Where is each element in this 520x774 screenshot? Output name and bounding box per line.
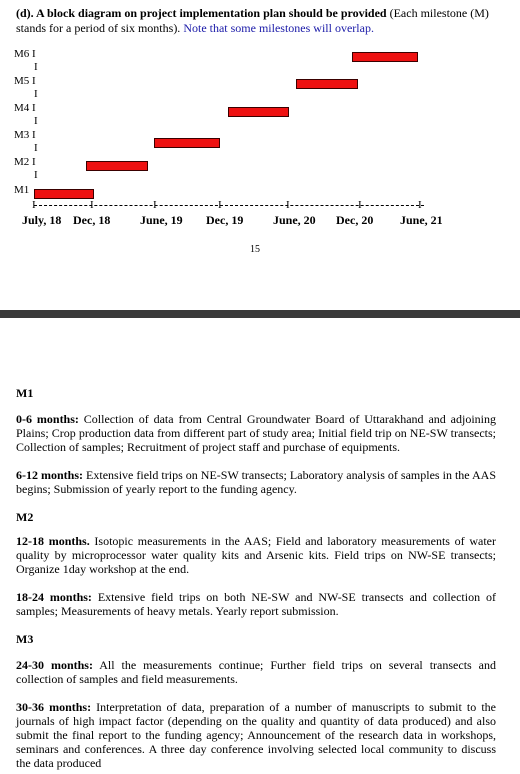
item-label: 6-12 months: xyxy=(16,468,84,482)
gantt-bar-m1 xyxy=(34,189,94,199)
schedule-item xyxy=(16,468,496,496)
intro-text: (Each milestone (M) stands for a period of six months). xyxy=(16,6,489,35)
item-text: Interpretation of data, preparation of a number of manuscripts to submit to the journals of high impact factor (depending on the quality and quantity of data produced) and also submit the final report to the funding agency; Announcement of the research data in workshops, seminars and conferences. A three day conference involving selected local community to discuss the data produced xyxy=(16,700,496,770)
gantt-bar-m6 xyxy=(352,52,418,62)
section-heading-m1: M1 xyxy=(16,386,34,400)
x-axis-tick: I xyxy=(32,199,36,211)
item-text: All the measurements continue; Further field trips on several transects and collection of samples and field measurements. xyxy=(16,658,496,686)
separator-glyph: I xyxy=(34,142,38,154)
x-axis-label: July, 18 xyxy=(22,213,62,227)
milestone-label-m6: M6 I xyxy=(14,48,36,60)
x-axis-label: June, 20 xyxy=(273,213,316,227)
x-axis-tick: I xyxy=(153,199,157,211)
item-label: 0-6 months: xyxy=(16,412,79,426)
gantt-bar-m2 xyxy=(86,161,148,171)
milestone-label-m1: M1 xyxy=(14,184,30,196)
x-axis-tick: I xyxy=(218,199,222,211)
page-top xyxy=(0,0,520,310)
milestone-label-m2: M2 I xyxy=(14,156,36,168)
milestone-label-m5: M5 I xyxy=(14,75,36,87)
schedule-item xyxy=(16,412,496,454)
item-text: Extensive field trips on NE-SW transects; Laboratory analysis of samples in the AAS begins; Submission of yearly report to the funding agency. xyxy=(16,468,496,496)
page-bottom xyxy=(0,318,520,774)
milestone-label-m4: M4 I xyxy=(14,102,36,114)
x-axis-label: Dec, 20 xyxy=(336,213,374,227)
item-label: 30-36 months: xyxy=(16,700,92,714)
schedule-item xyxy=(16,534,496,576)
schedule-item xyxy=(16,658,496,686)
section-heading-m2: M2 xyxy=(16,510,34,524)
schedule-item xyxy=(16,700,496,770)
x-axis-tick: I xyxy=(358,199,362,211)
separator-glyph: I xyxy=(34,61,38,73)
item-label: 18-24 months: xyxy=(16,590,92,604)
separator-glyph: I xyxy=(34,115,38,127)
intro-lead: (d). A block diagram on project implementation plan should be provided xyxy=(16,6,387,20)
item-text: Collection of data from Central Groundwater Board of Uttarakhand and adjoining Plains; Crop production data from different part of study area; Initial field trip on NE-SW transects; Collection of samples; Recruitment of project staff and purchase of equipments. xyxy=(16,412,496,454)
gantt-bar-m5 xyxy=(296,79,358,89)
section-heading-m3: M3 xyxy=(16,632,34,646)
item-text: Isotopic measurements in the AAS; Field and laboratory measurements of water quality by microprocessor water quality kits and Arsenic kits. Field trips on NW-SE transects; Organize 1day workshop at the end. xyxy=(16,534,496,576)
x-axis-tick: I xyxy=(90,199,94,211)
separator-glyph: I xyxy=(34,169,38,181)
page-separator xyxy=(0,310,520,318)
item-label: 24-30 months: xyxy=(16,658,93,672)
milestone-label-m3: M3 I xyxy=(14,129,36,141)
intro-note: Note that some milestones will overlap. xyxy=(180,21,374,35)
x-axis-label: June, 21 xyxy=(400,213,443,227)
gantt-bar-m4 xyxy=(228,107,289,117)
separator-glyph: I xyxy=(34,88,38,100)
item-text: Extensive field trips on both NE-SW and NW-SE transects and collection of samples; Measurements of heavy metals. Yearly report submission. xyxy=(16,590,496,618)
gantt-bar-m3 xyxy=(154,138,220,148)
item-label: 12-18 months. xyxy=(16,534,90,548)
schedule-item xyxy=(16,590,496,618)
x-axis-label: Dec, 19 xyxy=(206,213,244,227)
intro-paragraph xyxy=(16,6,508,36)
x-axis-label: June, 19 xyxy=(140,213,183,227)
x-axis-tick: I xyxy=(286,199,290,211)
page-number: 15 xyxy=(250,244,260,255)
x-axis-label: Dec, 18 xyxy=(73,213,111,227)
x-axis-tick: I xyxy=(418,199,422,211)
